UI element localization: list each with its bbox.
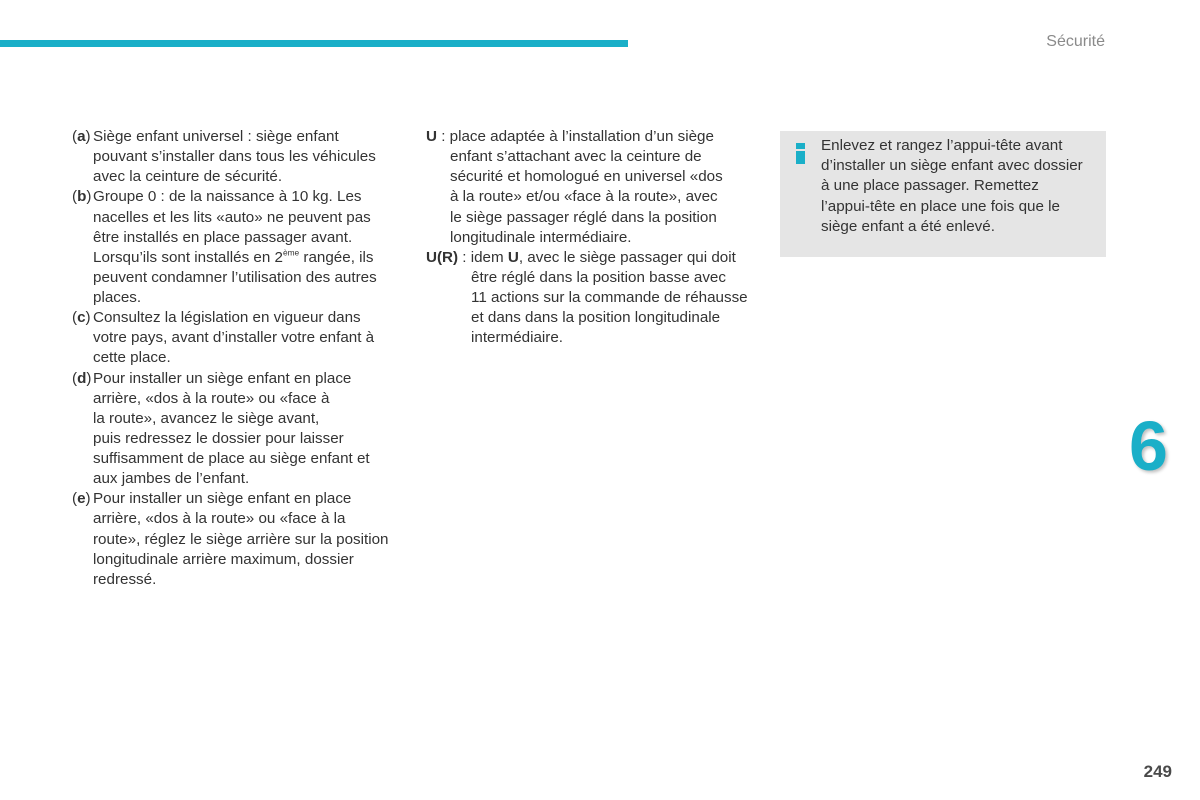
note-text: rangée, ils	[299, 248, 374, 266]
note-item-c	[72, 308, 412, 368]
info-line: siège enfant a été enlevé.	[821, 217, 995, 235]
note-line: puis redressez le dossier pour laisser	[93, 429, 344, 447]
note-line: arrière, «dos à la route» ou «face à	[93, 389, 330, 407]
info-icon-stem	[796, 151, 805, 164]
legend-line: enfant s’attachant avec la ceinture de	[450, 148, 702, 166]
legend-separator: :	[436, 128, 450, 145]
note-key-open: (	[72, 128, 78, 145]
legend-line: sécurité et homologué en universel «dos	[450, 168, 723, 186]
info-text	[821, 136, 1083, 237]
legend-line: être réglé dans la position basse avec	[471, 268, 726, 286]
info-line: l’appui-tête en place une fois que le	[821, 197, 1060, 215]
note-key	[72, 187, 93, 207]
page-number: 249	[1143, 762, 1172, 781]
note-key-letter: e	[77, 490, 86, 508]
legend-line	[426, 127, 766, 147]
note-key-open: (	[72, 490, 78, 508]
info-icon-dot	[796, 143, 805, 149]
note-text: Groupe 0 : de la naissance à 10 kg. Les	[93, 188, 362, 206]
note-text: Pour installer un siège enfant en place	[93, 490, 352, 508]
note-line	[72, 369, 412, 389]
note-line: peuvent condamner l’utilisation des autres	[93, 268, 377, 286]
note-line: cette place.	[93, 349, 171, 367]
note-key-close: )	[86, 369, 92, 387]
note-line: suffisamment de place au siège enfant et	[93, 450, 370, 467]
note-line: arrière, «dos à la route» ou «face à la	[93, 510, 346, 528]
info-box	[780, 131, 1106, 257]
note-item-d	[72, 369, 412, 490]
note-key-letter: a	[77, 128, 86, 145]
legend-text: , avec le siège passager qui doit	[518, 248, 736, 266]
legend-text: place adaptée à l’installation d’un siège	[449, 128, 714, 145]
note-line	[72, 187, 412, 207]
note-key-letter: c	[77, 309, 86, 327]
note-item-a	[72, 127, 412, 187]
note-item-e	[72, 489, 412, 590]
note-text: Lorsqu’ils sont installés en 2	[93, 248, 283, 266]
legend-entry-ur	[426, 248, 766, 349]
note-key	[72, 308, 93, 328]
legend-text: idem	[470, 248, 508, 266]
note-line: longitudinale arrière maximum, dossier	[93, 550, 354, 568]
note-key-open: (	[72, 369, 78, 387]
note-key-close: )	[85, 128, 91, 145]
note-line: nacelles et les lits «auto» ne peuvent pas	[93, 208, 371, 226]
note-key-close: )	[85, 490, 91, 508]
note-text: Pour installer un siège enfant en place	[93, 369, 352, 387]
legend-line: 11 actions sur la commande de réhausse	[471, 289, 748, 306]
note-key-close: )	[85, 309, 91, 327]
note-line: avec la ceinture de sécurité.	[93, 168, 283, 186]
info-line: Enlevez et rangez l’appui-tête avant	[821, 137, 1063, 154]
note-line: route», réglez le siège arrière sur la position	[93, 530, 389, 548]
info-line: à une place passager. Remettez	[821, 177, 1039, 195]
legend-term: U(R)	[426, 248, 459, 266]
legend-term-reference: U	[507, 248, 519, 266]
note-key-close: )	[86, 188, 92, 206]
info-line: d’installer un siège enfant avec dossier	[821, 157, 1083, 175]
note-line	[72, 489, 412, 509]
legend-line	[426, 248, 766, 268]
legend-term: U	[426, 128, 437, 145]
legend-line: intermédiaire.	[471, 329, 564, 347]
note-line: aux jambes de l’enfant.	[93, 470, 250, 488]
legend-line: le siège passager réglé dans la position	[450, 208, 717, 226]
note-line	[72, 308, 412, 328]
note-line: être installés en place passager avant.	[93, 228, 353, 246]
note-line: pouvant s’installer dans tous les véhicules	[93, 148, 376, 166]
legend-entry-u	[426, 127, 766, 248]
note-line: redressé.	[93, 570, 157, 588]
note-key-letter: b	[77, 188, 87, 206]
note-key	[72, 489, 93, 509]
note-line: votre pays, avant d’installer votre enfant à	[93, 329, 375, 347]
note-key-open: (	[72, 309, 78, 327]
note-line: la route», avancez le siège avant,	[93, 409, 320, 427]
legend-column	[426, 127, 766, 348]
info-icon	[796, 143, 805, 164]
legend-line: longitudinale intermédiaire.	[450, 228, 632, 246]
notes-column	[72, 127, 412, 590]
legend-line: à la route» et/ou «face à la route», avec	[450, 188, 718, 206]
chapter-number-tab: 6	[1129, 407, 1168, 485]
note-key	[72, 369, 93, 389]
legend-line: et dans dans la position longitudinale	[471, 309, 721, 327]
header-accent-bar	[0, 40, 628, 47]
note-line	[72, 127, 412, 147]
note-text: Siège enfant universel : siège enfant	[93, 128, 339, 145]
note-text: Consultez la législation en vigueur dans	[93, 309, 361, 327]
note-key	[72, 127, 93, 147]
note-line	[72, 248, 412, 268]
section-title: Sécurité	[1046, 33, 1105, 50]
note-item-b	[72, 187, 412, 308]
note-line: places.	[93, 289, 142, 306]
legend-separator: :	[458, 248, 471, 266]
note-key-letter: d	[77, 369, 87, 387]
note-key-open: (	[72, 188, 78, 206]
ordinal-suffix: ème	[282, 247, 300, 258]
